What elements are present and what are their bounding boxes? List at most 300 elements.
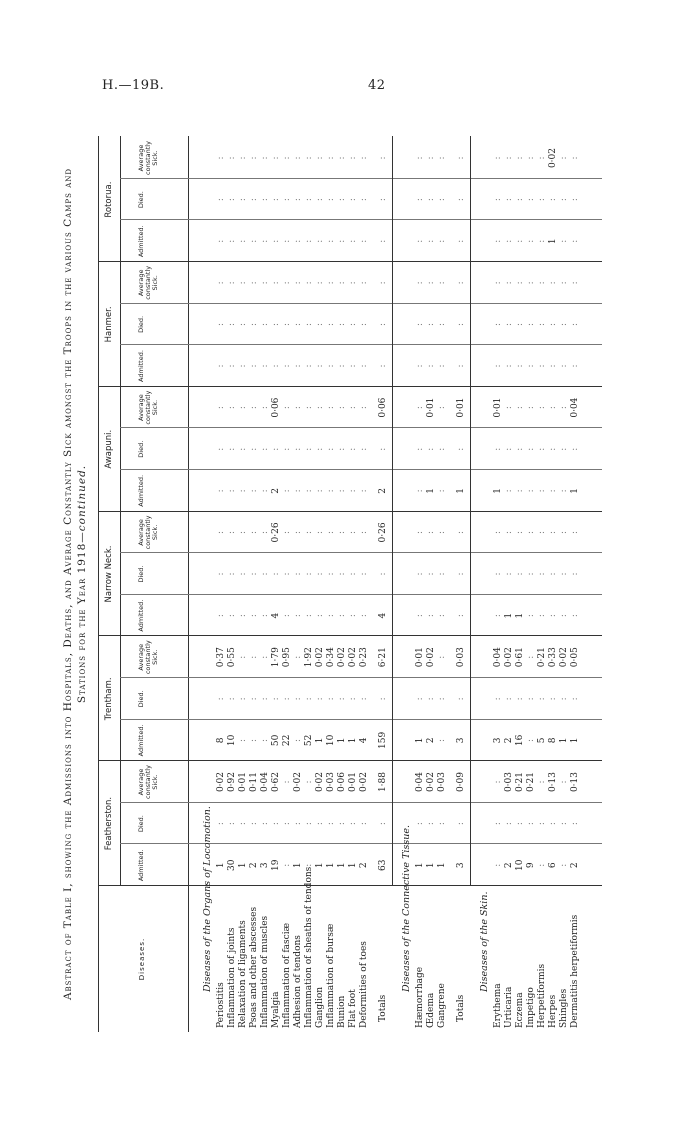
table-cell: : bbox=[493, 156, 503, 160]
table-cell: : bbox=[326, 406, 336, 410]
table-cell: : bbox=[216, 697, 226, 701]
table-cell: : bbox=[326, 281, 336, 285]
table-cell: : bbox=[315, 198, 325, 202]
table-cell: : bbox=[260, 655, 270, 659]
table-cell: : bbox=[282, 822, 292, 826]
table-cell: : bbox=[337, 198, 347, 202]
table-cell: : bbox=[378, 822, 388, 826]
table-cell: : bbox=[271, 322, 281, 326]
table-cell: : bbox=[493, 198, 503, 202]
table-cell: : bbox=[238, 156, 248, 160]
disease-name: Urticaria bbox=[504, 986, 514, 1028]
table-cell: : bbox=[515, 697, 525, 701]
table-cell: : bbox=[559, 322, 569, 326]
table-cell: 3 bbox=[456, 862, 466, 869]
table-cell: 0·04 bbox=[415, 772, 425, 793]
table-cell: : bbox=[249, 697, 259, 701]
table-cell: : bbox=[426, 239, 436, 243]
table-cell: : bbox=[238, 614, 248, 618]
table-cell: : bbox=[337, 406, 347, 410]
table-cell: : bbox=[456, 572, 466, 576]
table-cell: : bbox=[293, 281, 303, 285]
table-cell: 1 bbox=[456, 487, 466, 494]
table-cell: : bbox=[348, 156, 358, 160]
table-cell: : bbox=[526, 530, 536, 534]
table-cell: : bbox=[282, 489, 292, 493]
table-cell: : bbox=[415, 697, 425, 701]
table-cell: : bbox=[238, 822, 248, 826]
table-cell: 0·02 bbox=[426, 772, 436, 793]
table-cell: 0·01 bbox=[493, 397, 503, 418]
table-cell: : bbox=[337, 697, 347, 701]
table-cell: : bbox=[293, 447, 303, 451]
table-cell: : bbox=[378, 281, 388, 285]
table-cell: : bbox=[337, 822, 347, 826]
table-cell: : bbox=[282, 697, 292, 701]
table-cell: : bbox=[304, 281, 314, 285]
table-cell: : bbox=[559, 198, 569, 202]
table-cell: : bbox=[493, 572, 503, 576]
table-cell: : bbox=[348, 239, 358, 243]
table-cell: : bbox=[526, 364, 536, 368]
table-cell: : bbox=[515, 322, 525, 326]
table-cell: 2 bbox=[249, 862, 259, 869]
table-cell: : bbox=[537, 863, 547, 867]
table-cell: : bbox=[260, 572, 270, 576]
table-title-continued: —continued. bbox=[76, 464, 88, 543]
table-cell: : bbox=[548, 322, 558, 326]
disease-name: Shingles bbox=[559, 988, 569, 1028]
table-cell: : bbox=[315, 281, 325, 285]
table-cell: : bbox=[493, 281, 503, 285]
table-cell: : bbox=[293, 198, 303, 202]
table-cell: : bbox=[238, 447, 248, 451]
disease-name: Inflammation of fasciæ bbox=[282, 922, 292, 1028]
table-cell: : bbox=[315, 489, 325, 493]
table-cell: : bbox=[282, 572, 292, 576]
table-cell: : bbox=[378, 572, 388, 576]
table-cell: : bbox=[415, 198, 425, 202]
subheader-avg: Average constantly Sick. bbox=[137, 640, 159, 675]
table-cell: 1·88 bbox=[378, 772, 388, 793]
table-cell: 1 bbox=[559, 737, 569, 744]
table-cell: : bbox=[359, 156, 369, 160]
table-top-rule bbox=[98, 136, 99, 1032]
table-cell: : bbox=[315, 697, 325, 701]
disease-name: Myalgia bbox=[271, 991, 281, 1028]
table-cell: : bbox=[504, 447, 514, 451]
table-cell: 0·01 bbox=[415, 647, 425, 668]
table-cell: : bbox=[548, 281, 558, 285]
table-cell: : bbox=[238, 572, 248, 576]
table-cell: 0·02 bbox=[315, 772, 325, 793]
table-cell: : bbox=[548, 447, 558, 451]
table-cell: : bbox=[293, 614, 303, 618]
disease-name: Periostitis bbox=[216, 982, 226, 1028]
table-cell: 159 bbox=[378, 731, 388, 749]
table-cell: : bbox=[227, 822, 237, 826]
table-cell: 0·06 bbox=[378, 397, 388, 418]
table-cell: : bbox=[456, 281, 466, 285]
table-cell: : bbox=[260, 198, 270, 202]
disease-name: Psoas and other abscesses bbox=[249, 906, 259, 1028]
table-cell: 6 bbox=[548, 862, 558, 869]
table-cell: : bbox=[326, 489, 336, 493]
table-cell: 0·02 bbox=[315, 647, 325, 668]
table-cell: 2 bbox=[378, 487, 388, 494]
table-cell: : bbox=[337, 572, 347, 576]
table-cell: : bbox=[227, 156, 237, 160]
table-cell: : bbox=[359, 530, 369, 534]
table-cell: : bbox=[359, 572, 369, 576]
table-cell: : bbox=[415, 614, 425, 618]
table-cell: : bbox=[504, 530, 514, 534]
table-cell: 0·01 bbox=[348, 772, 358, 793]
table-cell: 0·09 bbox=[456, 772, 466, 793]
table-cell: : bbox=[559, 281, 569, 285]
table-cell: 0·21 bbox=[526, 772, 536, 793]
disease-name: Hæmorrhage bbox=[415, 966, 425, 1028]
table-cell: : bbox=[570, 281, 580, 285]
data-table bbox=[98, 136, 602, 1032]
group-rule-5 bbox=[98, 261, 602, 262]
table-cell: : bbox=[359, 364, 369, 368]
table-cell: : bbox=[348, 697, 358, 701]
table-cell: : bbox=[456, 822, 466, 826]
table-cell: : bbox=[282, 863, 292, 867]
table-cell: 0·01 bbox=[426, 397, 436, 418]
table-cell: : bbox=[559, 530, 569, 534]
table-cell: : bbox=[238, 697, 248, 701]
table-cell: : bbox=[293, 322, 303, 326]
table-cell: : bbox=[238, 239, 248, 243]
table-cell: : bbox=[504, 406, 514, 410]
table-cell: : bbox=[493, 322, 503, 326]
table-cell: : bbox=[456, 697, 466, 701]
table-cell: : bbox=[537, 198, 547, 202]
subcolumn-rule bbox=[120, 219, 602, 220]
table-cell: : bbox=[570, 822, 580, 826]
subheader-avg: Average constantly Sick. bbox=[137, 390, 159, 425]
table-cell: : bbox=[493, 822, 503, 826]
table-cell: 0·55 bbox=[227, 647, 237, 668]
table-cell: : bbox=[249, 364, 259, 368]
table-cell: : bbox=[238, 364, 248, 368]
table-cell: 6·21 bbox=[378, 647, 388, 668]
table-cell: 3 bbox=[493, 737, 503, 744]
table-cell: : bbox=[293, 822, 303, 826]
table-cell: : bbox=[504, 822, 514, 826]
subcolumn-rule bbox=[120, 178, 602, 179]
table-cell: : bbox=[326, 239, 336, 243]
table-cell: : bbox=[315, 239, 325, 243]
table-cell: 1 bbox=[415, 737, 425, 744]
table-cell: 5 bbox=[537, 737, 547, 744]
table-cell: : bbox=[227, 198, 237, 202]
subcolumn-rule bbox=[120, 719, 602, 720]
table-cell: : bbox=[426, 572, 436, 576]
table-cell: : bbox=[304, 489, 314, 493]
table-cell: : bbox=[504, 697, 514, 701]
table-cell: : bbox=[526, 322, 536, 326]
table-cell: : bbox=[260, 239, 270, 243]
table-cell: : bbox=[304, 406, 314, 410]
table-cell: : bbox=[537, 530, 547, 534]
table-cell: 0·61 bbox=[515, 647, 525, 668]
table-cell: : bbox=[437, 530, 447, 534]
table-cell: : bbox=[227, 530, 237, 534]
subheader-died: Died. bbox=[137, 565, 145, 583]
table-cell: 50 bbox=[271, 734, 281, 747]
table-cell: : bbox=[315, 614, 325, 618]
table-cell: 0·26 bbox=[271, 522, 281, 543]
table-cell: : bbox=[304, 156, 314, 160]
table-cell: : bbox=[526, 281, 536, 285]
group-rule-1 bbox=[98, 760, 602, 761]
table-cell: : bbox=[315, 322, 325, 326]
subheader-avg: Average constantly Sick. bbox=[137, 765, 159, 799]
table-cell: : bbox=[260, 614, 270, 618]
table-cell: : bbox=[359, 322, 369, 326]
table-cell: : bbox=[359, 447, 369, 451]
table-cell: : bbox=[282, 780, 292, 784]
table-cell: 2 bbox=[504, 862, 514, 869]
table-cell: : bbox=[238, 406, 248, 410]
table-cell: : bbox=[526, 239, 536, 243]
table-cell: : bbox=[326, 530, 336, 534]
table-cell: : bbox=[548, 489, 558, 493]
table-cell: : bbox=[260, 738, 270, 742]
table-cell: : bbox=[526, 697, 536, 701]
table-cell: : bbox=[515, 406, 525, 410]
table-cell: : bbox=[515, 364, 525, 368]
table-cell: : bbox=[282, 614, 292, 618]
disease-name: Dermatitis herpetiformis bbox=[570, 914, 580, 1028]
table-cell: : bbox=[359, 614, 369, 618]
table-cell: : bbox=[348, 281, 358, 285]
table-cell: : bbox=[493, 863, 503, 867]
table-cell: : bbox=[426, 822, 436, 826]
table-cell: 3 bbox=[456, 737, 466, 744]
table-cell: : bbox=[348, 447, 358, 451]
table-cell: 1 bbox=[216, 862, 226, 869]
table-cell: : bbox=[559, 780, 569, 784]
table-cell: : bbox=[537, 572, 547, 576]
table-cell: : bbox=[271, 572, 281, 576]
table-cell: : bbox=[337, 364, 347, 368]
table-cell: : bbox=[570, 239, 580, 243]
table-cell: : bbox=[515, 572, 525, 576]
table-cell: : bbox=[537, 780, 547, 784]
subcolumn-rule bbox=[120, 677, 602, 678]
table-cell: : bbox=[260, 530, 270, 534]
table-cell: 1 bbox=[337, 862, 347, 869]
table-cell: : bbox=[216, 198, 226, 202]
group-header-1: Trentham. bbox=[104, 677, 114, 721]
subheader-admitted: Admitted. bbox=[137, 225, 145, 258]
table-cell: : bbox=[304, 447, 314, 451]
table-cell: 1 bbox=[326, 862, 336, 869]
table-cell: : bbox=[293, 489, 303, 493]
table-cell: : bbox=[260, 489, 270, 493]
table-cell: : bbox=[293, 572, 303, 576]
table-cell: : bbox=[260, 822, 270, 826]
table-cell: 1 bbox=[426, 862, 436, 869]
table-cell: : bbox=[570, 530, 580, 534]
table-cell: : bbox=[437, 738, 447, 742]
table-cell: 0·02 bbox=[348, 647, 358, 668]
table-cell: : bbox=[515, 198, 525, 202]
table-cell: 0·02 bbox=[293, 772, 303, 793]
table-cell: : bbox=[260, 447, 270, 451]
table-cell: : bbox=[271, 447, 281, 451]
subcolumn-rule bbox=[120, 303, 602, 304]
table-cell: : bbox=[359, 239, 369, 243]
table-cell: 19 bbox=[271, 859, 281, 871]
table-cell: : bbox=[227, 406, 237, 410]
table-cell: 0·21 bbox=[515, 772, 525, 793]
table-cell: : bbox=[426, 697, 436, 701]
table-cell: : bbox=[504, 572, 514, 576]
table-cell: : bbox=[559, 863, 569, 867]
table-cell: : bbox=[216, 614, 226, 618]
table-cell: : bbox=[315, 530, 325, 534]
table-cell: : bbox=[359, 489, 369, 493]
table-cell: : bbox=[249, 406, 259, 410]
table-cell: : bbox=[326, 572, 336, 576]
table-cell: : bbox=[304, 530, 314, 534]
table-cell: : bbox=[526, 738, 536, 742]
table-cell: : bbox=[559, 697, 569, 701]
table-cell: : bbox=[271, 198, 281, 202]
table-cell: 63 bbox=[378, 859, 388, 871]
group-header-5: Rotorua. bbox=[104, 181, 114, 218]
table-cell: : bbox=[359, 406, 369, 410]
table-cell: 0·11 bbox=[249, 772, 259, 793]
table-cell: : bbox=[227, 447, 237, 451]
table-cell: : bbox=[260, 406, 270, 410]
table-cell: 1 bbox=[426, 487, 436, 494]
table-cell: : bbox=[537, 697, 547, 701]
table-cell: : bbox=[304, 697, 314, 701]
table-cell: : bbox=[304, 572, 314, 576]
table-cell: 8 bbox=[216, 737, 226, 744]
table-cell: 1 bbox=[293, 862, 303, 869]
table-cell: : bbox=[359, 281, 369, 285]
table-cell: 0·34 bbox=[326, 647, 336, 668]
table-cell: : bbox=[378, 447, 388, 451]
group-header-3: Awapuni. bbox=[104, 429, 114, 469]
table-cell: : bbox=[337, 614, 347, 618]
table-cell: : bbox=[238, 738, 248, 742]
table-cell: 1 bbox=[548, 238, 558, 245]
table-cell: : bbox=[570, 697, 580, 701]
subheader-died: Died. bbox=[137, 440, 145, 458]
group-header-0: Featherston. bbox=[104, 796, 114, 851]
table-cell: : bbox=[415, 364, 425, 368]
section-title: Diseases of the Organs of Locomotion. bbox=[202, 806, 213, 992]
table-cell: : bbox=[378, 322, 388, 326]
table-cell: : bbox=[415, 239, 425, 243]
table-cell: 1·79 bbox=[271, 647, 281, 668]
table-cell: : bbox=[271, 697, 281, 701]
table-cell: : bbox=[304, 198, 314, 202]
table-cell: 30 bbox=[227, 859, 237, 871]
disease-name: Eczema bbox=[515, 992, 525, 1028]
table-cell: : bbox=[504, 198, 514, 202]
table-cell: : bbox=[304, 364, 314, 368]
table-cell: : bbox=[548, 572, 558, 576]
table-cell: 0·13 bbox=[570, 772, 580, 793]
table-cell: : bbox=[271, 239, 281, 243]
table-cell: : bbox=[227, 364, 237, 368]
totals-rule bbox=[392, 136, 393, 886]
table-cell: : bbox=[526, 655, 536, 659]
totals-label: Totals bbox=[378, 994, 388, 1022]
table-cell: : bbox=[378, 156, 388, 160]
table-cell: : bbox=[456, 530, 466, 534]
table-cell: : bbox=[337, 322, 347, 326]
table-cell: : bbox=[526, 822, 536, 826]
table-cell: 1 bbox=[348, 737, 358, 744]
table-cell: : bbox=[359, 697, 369, 701]
table-cell: : bbox=[337, 156, 347, 160]
table-cell: : bbox=[348, 198, 358, 202]
table-cell: 4 bbox=[359, 737, 369, 744]
table-cell: : bbox=[515, 281, 525, 285]
disease-name: Inflammation of sheaths of tendons bbox=[304, 866, 314, 1028]
table-cell: : bbox=[570, 322, 580, 326]
table-cell: : bbox=[437, 614, 447, 618]
subcolumn-rule bbox=[120, 552, 602, 553]
table-cell: : bbox=[493, 364, 503, 368]
table-cell: : bbox=[348, 614, 358, 618]
table-cell: : bbox=[493, 697, 503, 701]
table-cell: : bbox=[326, 447, 336, 451]
table-cell: 52 bbox=[304, 734, 314, 747]
disease-name: Herpetiformis bbox=[537, 963, 547, 1028]
table-cell: : bbox=[526, 572, 536, 576]
table-cell: : bbox=[559, 406, 569, 410]
subcolumn-rule bbox=[120, 843, 602, 844]
table-cell: : bbox=[559, 822, 569, 826]
table-cell: : bbox=[282, 322, 292, 326]
table-cell: : bbox=[326, 156, 336, 160]
table-cell: : bbox=[293, 156, 303, 160]
table-cell: : bbox=[437, 281, 447, 285]
table-cell: : bbox=[216, 572, 226, 576]
table-cell: : bbox=[437, 239, 447, 243]
table-cell: : bbox=[515, 489, 525, 493]
section-title: Diseases of the Connective Tissue. bbox=[401, 825, 412, 992]
table-cell: 22 bbox=[282, 734, 292, 747]
table-cell: 0·05 bbox=[570, 647, 580, 668]
table-cell: : bbox=[437, 822, 447, 826]
table-cell: : bbox=[227, 489, 237, 493]
table-cell: 1 bbox=[238, 862, 248, 869]
totals-rule bbox=[470, 136, 471, 886]
table-cell: : bbox=[238, 530, 248, 534]
table-cell: : bbox=[570, 156, 580, 160]
table-cell: : bbox=[504, 239, 514, 243]
table-cell: : bbox=[493, 239, 503, 243]
table-cell: : bbox=[426, 530, 436, 534]
table-cell: : bbox=[216, 239, 226, 243]
table-cell: : bbox=[315, 156, 325, 160]
table-cell: : bbox=[437, 572, 447, 576]
table-cell: 0·03 bbox=[504, 772, 514, 793]
table-cell: 2 bbox=[504, 737, 514, 744]
